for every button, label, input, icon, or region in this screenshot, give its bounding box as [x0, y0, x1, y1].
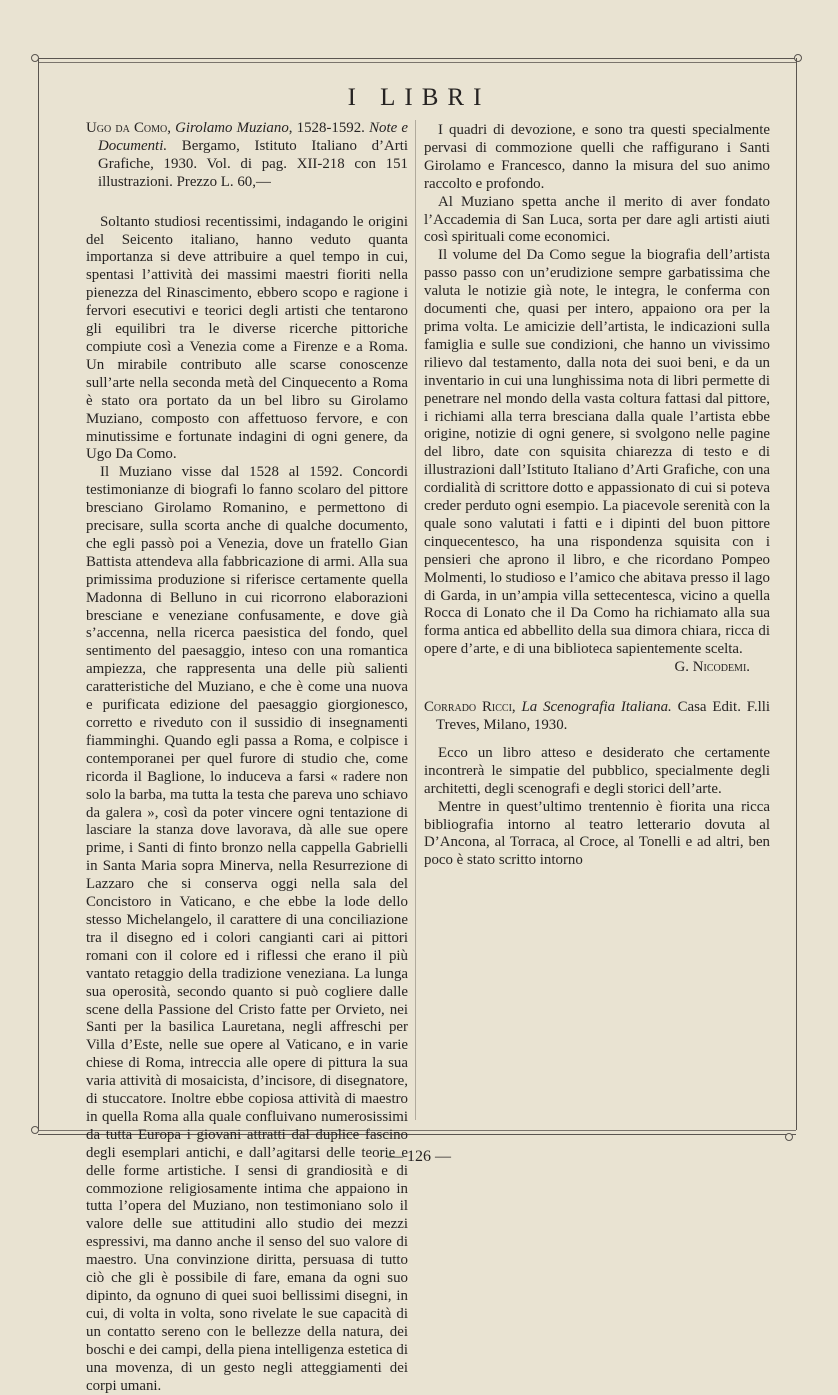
review1-paragraph: Il Muziano visse dal 1528 al 1592. Concordi testimonianze di biografi lo fanno scolaro del pittore bresciano Girolamo Romanino, e permettono di precisare, sulla scorta anche di qualche documento, che egli passò poi a Venezia, dove un fratello Gian Battista attendeva alla fabbricazione di armi. Alla sua primissima produzione si riferisce certamente quella Madonna di Belluno in cui ricorrono elaborazioni bresciane e veneziane confusamente, e dove già s’accenna, nella ricerca paesistica del fondo, quel sentimento del paesaggio, inteso con una romantica ampiezza, che rappresenta una delle più salienti caratteristiche del Muziano, e che è come una nuova e purificata edizione del paesaggio giorgionesco, corretto e riveduto con il sussidio di insegnamenti fiamminghi. Quando egli passa a Roma, e colpisce i contemporanei per quel furore di studio che, come ricorda il Baglione, lo induceva a farsi « radere non solo la barba, ma tutta la testa che pareva uno schiavo da galera », così da poter vincere ogni tentazione di lasciare la stanza dove lavorava, dà alle sue opere prime, i Santi di finto bronzo nella cappella Gabrielli in Santa Maria sopra Minerva, nella Resurrezione di Lazzaro che si conserva oggi nella sala del Concistoro in Vaticano, e che ebbe la lode dello stesso Michelangelo, il carattere di una conciliazione tra il disegno ed i colori cangianti cari ai pittori romani con il colore ed i riflessi che erano il più vantato retaggio della tradizione veneziana. La lunga sua operosità, secondo quanto si può cogliere dalle scene della Passione del Cristo fatte per Orvieto, nei Santi per la basilica Lauretana, negli affreschi per Villa d’Este, nelle sue opere al Vaticano, e in varie chiese di Roma, intreccia alle opere di pittura la sua varia attività di mosaicista, d’incisore, di disegnatore, di stuccatore. Inoltre ebbe copiosa attività di maestro in quella Roma alla quale confluivano numerosissimi da tutta Europa i giovani attratti dal duplice fascino degli esemplari antichi, e dall’agitarsi delle teorie e delle forme artistiche. I sensi di grandiosità e di commozione religiosamente intima che appaiono in tutta l’opera del Muziano, non testimoniano solo il valore delle sue attitudini allo studio dei mezzi espressivi, ma danno anche il senso del suo valore di maestro. Una convinzione diritta, persuasa di tutto ciò che gli è possibile di fare, emana da ogni suo dipinto, da ognuno di quei suoi bellissimi disegni, in cui, di volta in volta, sono rivelate le sue capacità di un contatto sereno con le bellezze della natura, dei boschi e dei campi, della piena intelligenza estetica di una movenza, di un gesto negli atteggiamenti dei corpi umani. [86, 464, 408, 1394]
review1-subtitle: Note e Documenti. [98, 120, 408, 154]
review1-paragraph: Il volume del Da Como segue la biografia dell’artista passo passo con un’erudizione sempre garbatissima che valuta le notizie già note, le integra, le conferma con documenti che, quasi per intero, appaiono ora per la prima volta. Le amicizie dell’artista, le indicazioni sulla famiglia e sulle sue condizioni, che hanno un vivissimo rilievo dal testamento, dalla nota dei suoi beni, e da un inventario in cui una lunghissima nota di libri permette di penetrare nel mondo della vasta coltura fattasi dal pittore, i richiami alla terra bresciana dalla quale l’artista ebbe origine, notizie di ogni genere, si svolgono nelle pagine del libro, date con squisita chiarezza di testo e di illustrazioni dall’Istituto Italiano d’Arti Grafiche, con una cordialità di scrittore dotto e appassionato di cui si poteva creder perduto ogni esempio. La piacevole serenità con la quale sono valutati i fatti e i dipinti del buon pittore cinquecentesco, ha una rispondenza squisita con i pensieri che aprono il libro, e che ricordano Pompeo Molmenti, lo studioso e l’amico che abitava presso il lago di Garda, in un’ampia villa settecentesca, vicino a quella Rocca di Lonato che il Da Como ha richiamato alla sua forma antica ed abbellito della sua dimora chiara, ricca di opere d’arte, e di una biblioteca sapientemente scelta. [424, 247, 770, 658]
ornament-dot-bottom-left [31, 1126, 39, 1134]
review1-author: Ugo da Como [86, 120, 168, 136]
section-title: I LIBRI [347, 84, 491, 111]
review2-publication-details: Casa Edit. F.lli Treves, Milano, 1930. [436, 699, 770, 733]
review1-book-title: Girolamo Muziano [175, 120, 289, 136]
review1-paragraph: I quadri di devozione, e sono tra questi specialmente pervasi di commozione quelli che raffigurano i Santi Girolamo e Francesco, danno la misura del suo animo raccolto e profondo. [424, 122, 770, 192]
review1-publication-details: Bergamo, Istituto Italiano d’Arti Grafiche, 1930. Vol. di pag. XII-218 con 151 illustrazioni. Prezzo L. 60,— [98, 137, 408, 190]
review1-paragraph: Al Muziano spetta anche il merito di aver fondato l’Accademia di San Luca, sorta per dare agli artisti aiuti così spirituali come economici. [424, 193, 770, 246]
review2-paragraph: Ecco un libro atteso e desiderato che certamente incontrerà le simpatie del pubblico, specialmente degli architetti, degli scenografi e degli storici dell’arte. [424, 744, 770, 797]
top-border-rule [38, 58, 796, 59]
page-number: — 126 — [387, 1148, 451, 1165]
review1-years: 1528-1592. [296, 120, 365, 136]
right-column [424, 122, 770, 870]
left-column [86, 120, 408, 1395]
right-border-rule [796, 58, 797, 1130]
left-border-rule [38, 58, 39, 1130]
review1-signature: G. Nicodemi. [674, 659, 750, 676]
review2-book-title: La Scenografia Italiana. [521, 699, 672, 716]
top-border-rule-inner [38, 62, 796, 63]
review2-author: Corrado Ricci, [424, 699, 516, 716]
review2-citation [424, 699, 770, 735]
review2-paragraph: Mentre in quest’ultimo trentennio è fiorita una ricca bibliografia intorno al teatro letterario dovuta al D’Ancona, al Torraca, al Croce, al Tonelli e ad altri, ben poco è stato scritto intorno [424, 798, 770, 869]
review1-paragraph: Soltanto studiosi recentissimi, indagando le origini del Seicento italiano, hanno veduto quanta importanza si deve attribuire a quel tempo in cui, spentasi l’attività dei massimi maestri fioriti nella pienezza del Rinascimento, ebbero scopo e ragione i fervori esecutivi e teorici degli artisti che tentarono gli equilibri tra le diverse ricerche pittoriche compiute così a Venezia come a Firenze e a Roma. Un mirabile contributo alle scarse conoscenze sull’arte nella seconda metà del Cinquecento a Roma è stato ora portato da un bel libro su Girolamo Muziano, composto con affettuoso fervore, e con minutissime e fortunate indagini di ogni genere, da Ugo Da Como. [86, 213, 408, 463]
ornament-dot-bottom-right [785, 1133, 793, 1141]
review1-citation: Ugo da Como, Girolamo Muziano, 1528-1592. Note e Documenti. Bergamo, Istituto Italiano d’Arti Grafiche, 1930. Vol. di pag. XII-218 con 151 illustrazioni. Prezzo L. 60,— [86, 120, 408, 190]
column-separator [415, 120, 416, 1120]
